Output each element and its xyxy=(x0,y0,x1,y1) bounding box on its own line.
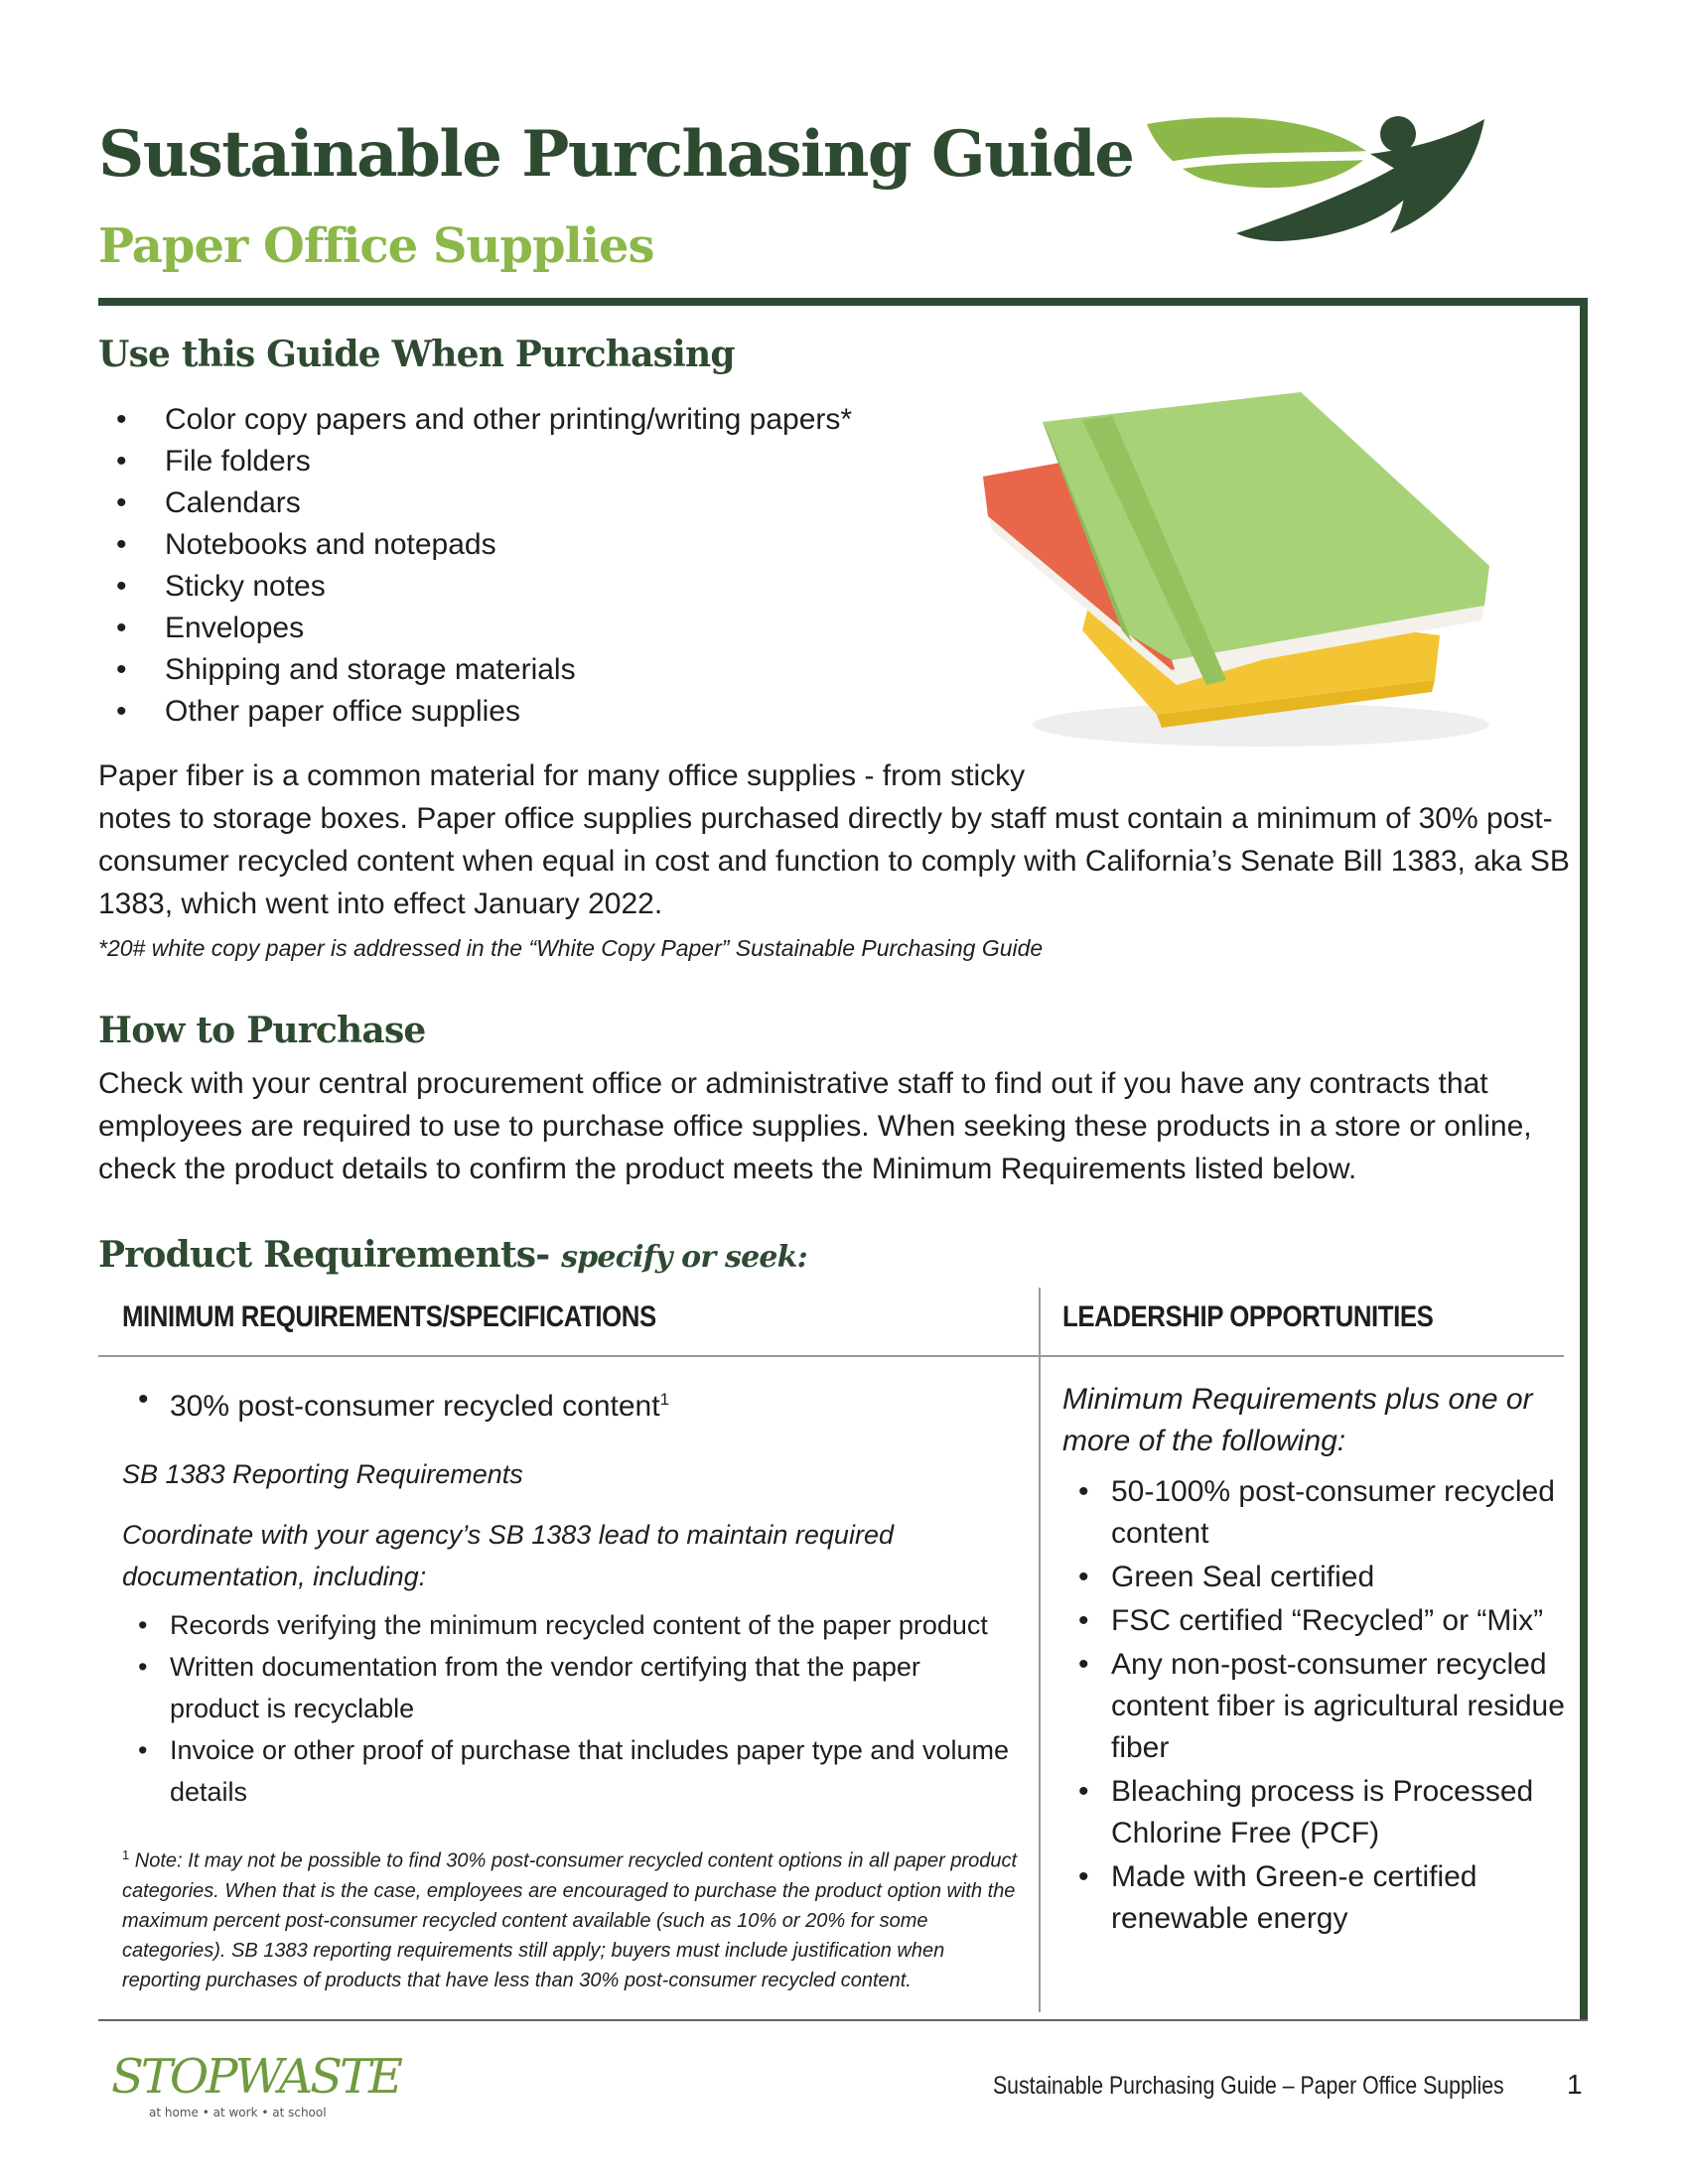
list-item: • Sticky notes xyxy=(98,566,852,608)
stopwaste-logo xyxy=(109,2035,401,2124)
list-item: • Invoice or other proof of purchase that includes paper type and volume details xyxy=(122,1729,1016,1813)
section-heading-how: How to Purchase xyxy=(98,1010,426,1051)
header-rule xyxy=(98,298,1588,306)
list-item: • Made with Green-e certified renewable energy xyxy=(1062,1856,1574,1940)
sb-requirements-list xyxy=(122,1604,1016,1813)
min-item-text: 30% post-consumer recycled content xyxy=(170,1390,660,1423)
list-item: • Shipping and storage materials xyxy=(98,649,852,691)
leadership-intro: Minimum Requirements plus one or more of the following: xyxy=(1062,1383,1533,1457)
requirements-heading: Product Requirements- xyxy=(98,1234,550,1276)
how-paragraph: Check with your central procurement office or administrative staff to find out if you have any contracts that employees are required to use to purchase office supplies. When seeking these products in a store or online, check the product details to confirm the product meets the Minimum Requirements listed below. xyxy=(98,1067,1532,1185)
stopwaste-tagline: at home • at work • at school xyxy=(149,2106,327,2119)
intro-paragraph xyxy=(98,754,1578,925)
notebooks-image xyxy=(973,382,1514,754)
recycled-content-note xyxy=(122,1841,1021,1995)
list-item: • 50-100% post-consumer recycled content xyxy=(1062,1471,1574,1555)
list-item xyxy=(122,1379,1016,1428)
list-item: • FSC certified “Recycled” or “Mix” xyxy=(1062,1600,1574,1642)
note-text: Note: It may not be possible to find 30% post-consumer recycled content options in all paper product categories. When that is the case, employees are encouraged to purchase the product option with the maximum percent post-consumer recycled content available (such as 10% or 20% for some categories). SB 1383 reporting requirements still apply; buyers must include justification when reporting purchases of products that have less than 30% post-consumer recycled content. xyxy=(122,1849,1018,1991)
list-item: • Any non-post-consumer recycled content fiber is agricultural residue fiber xyxy=(1062,1644,1574,1769)
footnote-marker: 1 xyxy=(659,1390,670,1409)
list-item: • Notebooks and notepads xyxy=(98,524,852,566)
list-item: • Green Seal certified xyxy=(1062,1557,1574,1598)
table-column-divider xyxy=(1039,1288,1041,2012)
section-heading-requirements xyxy=(98,1234,807,1276)
white-paper-footnote: *20# white copy paper is addressed in the “White Copy Paper” Sustainable Purchasing Guide xyxy=(98,935,1044,961)
purchase-items-list xyxy=(98,399,852,733)
requirements-heading-suffix: specify or seek: xyxy=(561,1240,807,1275)
section-heading-use: Use this Guide When Purchasing xyxy=(98,334,735,375)
page-number: 1 xyxy=(1567,2069,1583,2100)
intro-line-1: Paper fiber is a common material for many office supplies - from sticky xyxy=(98,759,1026,792)
list-item: • Color copy papers and other printing/writing papers* xyxy=(98,399,852,441)
sb-reporting-heading: SB 1383 Reporting Requirements xyxy=(122,1459,523,1489)
leaf-logo-icon xyxy=(1142,114,1494,253)
side-rule xyxy=(1580,298,1588,2020)
table-header-rule xyxy=(98,1355,1564,1357)
minimum-requirements-list xyxy=(122,1379,1016,1428)
sb-coordinate-text: Coordinate with your agency’s SB 1383 lead to maintain required documentation, including: xyxy=(122,1520,894,1591)
list-item: • Envelopes xyxy=(98,608,852,649)
list-item: • Records verifying the minimum recycled content of the paper product xyxy=(122,1604,1016,1646)
page-subtitle: Paper Office Supplies xyxy=(98,218,654,274)
page-title: Sustainable Purchasing Guide xyxy=(98,117,1134,192)
list-item: • Calendars xyxy=(98,482,852,524)
intro-rest: notes to storage boxes. Paper office supplies purchased directly by staff must contain a minimum of 30% post-consumer recycled content when equal in cost and function to comply with California’s Senate Bill 1383, aka SB 1383, which went into effect January 2022. xyxy=(98,802,1570,920)
footer-guide-label: Sustainable Purchasing Guide – Paper Office Supplies xyxy=(993,2072,1504,2100)
note-marker: 1 xyxy=(122,1847,130,1862)
list-item: • Written documentation from the vendor certifying that the paper product is recyclable xyxy=(122,1646,1016,1729)
footer-rule xyxy=(98,2019,1588,2021)
list-item: • File folders xyxy=(98,441,852,482)
stopwaste-logo-text: STOPWASTE xyxy=(111,2049,401,2105)
column-header-leadership: LEADERSHIP OPPORTUNITIES xyxy=(1062,1300,1434,1333)
list-item: • Other paper office supplies xyxy=(98,691,852,733)
list-item: • Bleaching process is Processed Chlorine Free (PCF) xyxy=(1062,1771,1574,1854)
column-header-minimum: MINIMUM REQUIREMENTS/SPECIFICATIONS xyxy=(122,1300,656,1333)
leadership-list xyxy=(1062,1471,1574,1942)
